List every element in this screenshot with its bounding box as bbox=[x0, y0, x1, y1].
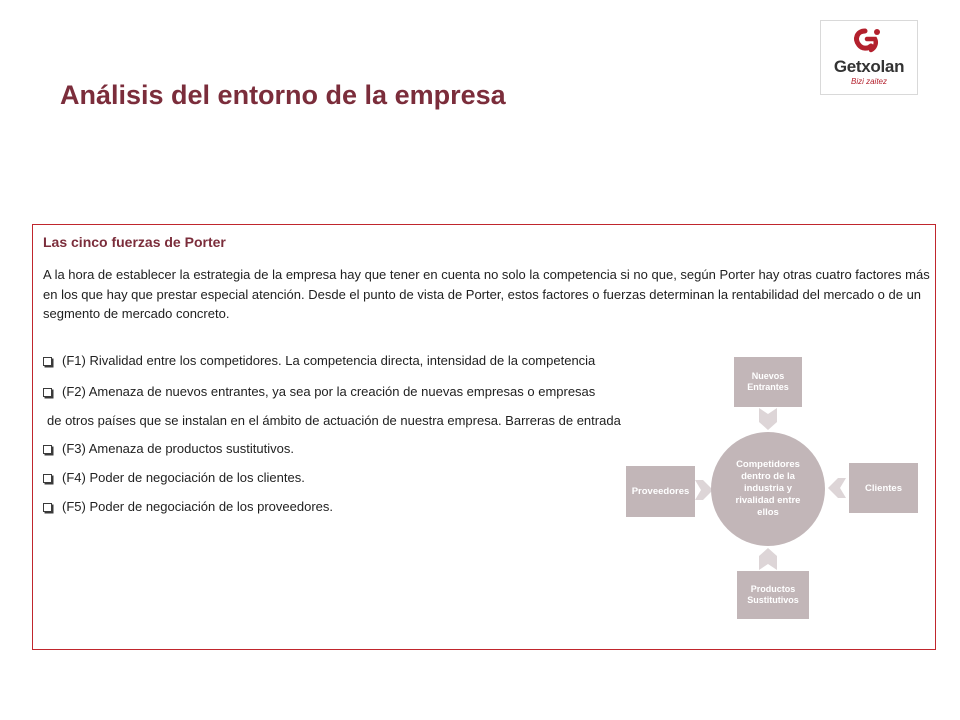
force-item-f2-continuation: de otros países que se instalan en el ámbito de actuación de nuestra empresa. Barreras de entrada bbox=[47, 413, 621, 428]
force-item-f3 bbox=[43, 441, 294, 456]
square-bullet-icon bbox=[43, 474, 52, 483]
node-competidores: Competidores dentro de la industria y rivalidad entre ellos bbox=[711, 432, 825, 546]
node-productos-sustitutivos: Productos Sustitutivos bbox=[737, 571, 809, 619]
force-label: (F2) Amenaza de nuevos entrantes, ya sea por la creación de nuevas empresas o empresas bbox=[62, 384, 596, 399]
arrow-down-icon bbox=[759, 408, 777, 430]
square-bullet-icon bbox=[43, 388, 52, 397]
node-proveedores: Proveedores bbox=[626, 466, 695, 517]
force-item-f1 bbox=[43, 353, 595, 368]
node-nuevos-entrantes: Nuevos Entrantes bbox=[734, 357, 802, 407]
page-title: Análisis del entorno de la empresa bbox=[60, 80, 506, 110]
force-label: (F5) Poder de negociación de los proveedores. bbox=[62, 499, 333, 514]
force-item-f2 bbox=[43, 384, 595, 399]
arrow-left-icon bbox=[828, 478, 846, 498]
logo-tagline: Bizi zaitez bbox=[850, 77, 887, 86]
square-bullet-icon bbox=[43, 503, 52, 512]
logo-name: Getxolan bbox=[833, 57, 905, 76]
force-label: (F1) Rivalidad entre los competidores. La competencia directa, intensidad de la competencia bbox=[62, 353, 596, 368]
getxolan-logo-mark-icon bbox=[821, 21, 917, 61]
intro-paragraph: A la hora de establecer la estrategia de la empresa hay que tener en cuenta no solo la competencia si no que, según Porter hay otras cuatro factores más en los que hay que prestar especial atención. Desde el punto de vista de Porter, estos factores o fuerzas determinan la rentabilidad del mercado o de un segmento de mercado concreto. bbox=[43, 267, 930, 321]
force-item-f5 bbox=[43, 499, 333, 514]
arrow-up-icon bbox=[759, 548, 777, 570]
node-clientes: Clientes bbox=[849, 463, 918, 513]
force-item-f4 bbox=[43, 470, 305, 485]
getxolan-logo bbox=[820, 20, 918, 95]
section-heading: Las cinco fuerzas de Porter bbox=[43, 234, 226, 250]
square-bullet-icon bbox=[43, 357, 52, 366]
force-label: (F3) Amenaza de productos sustitutivos. bbox=[62, 441, 294, 456]
square-bullet-icon bbox=[43, 445, 52, 454]
force-label: (F4) Poder de negociación de los clientes. bbox=[62, 470, 305, 485]
